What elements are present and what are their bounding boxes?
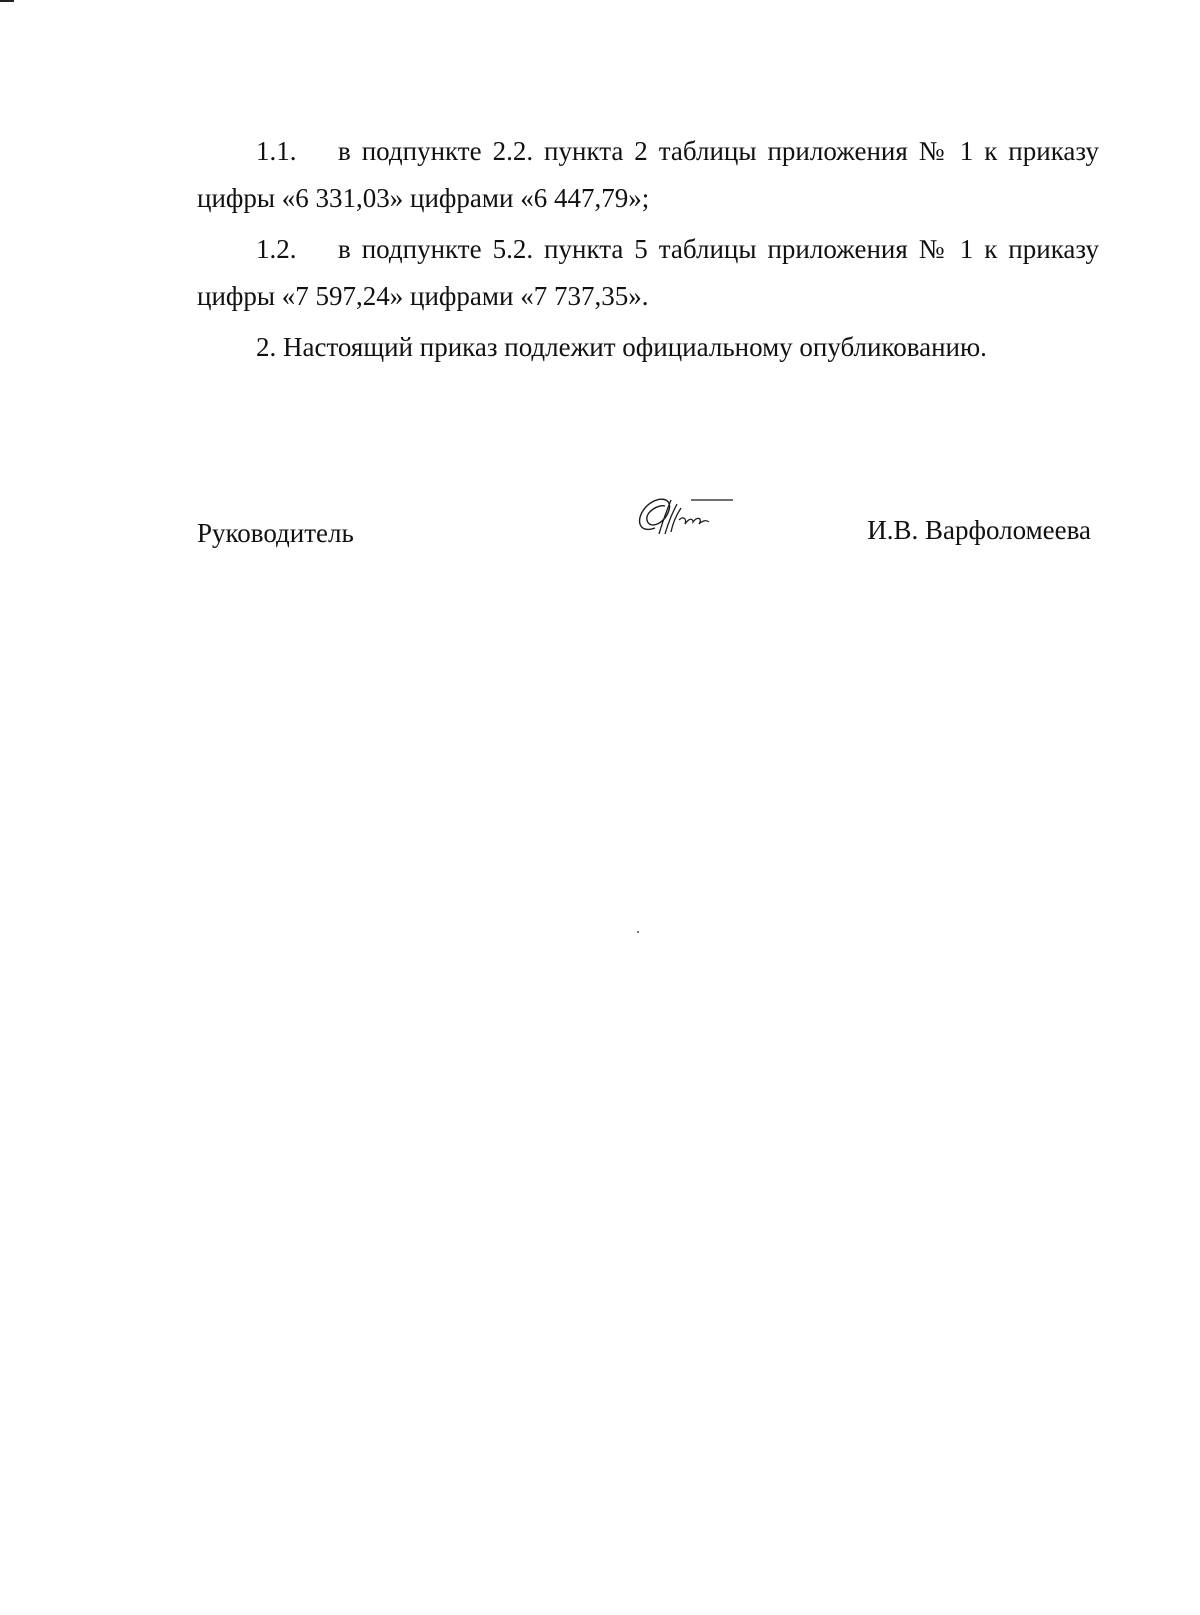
- subitem-1-1-text: в подпункте 2.2. пункта 2 таблицы приложения № 1 к приказу цифры «6 331,03» цифрами «6 447,79»;: [197, 136, 1099, 213]
- subitem-1-1: [197, 128, 1099, 222]
- handwritten-signature: [629, 490, 739, 554]
- subitem-1-1-number: 1.1.: [256, 136, 297, 166]
- scan-speck: [637, 931, 639, 933]
- document-body: [197, 128, 1099, 371]
- subitem-1-2-text: в подпункте 5.2. пункта 5 таблицы приложения № 1 к приказу цифры «7 597,24» цифрами «7 737,35».: [197, 234, 1099, 311]
- subitem-1-2-number: 1.2.: [256, 234, 297, 264]
- subitem-1-2: [197, 226, 1099, 320]
- signatory-name: И.В. Варфоломеева: [867, 515, 1091, 545]
- item-2: 2. Настоящий приказ подлежит официальному опубликованию.: [256, 332, 987, 362]
- signatory-title: Руководитель: [197, 518, 354, 548]
- scan-corner-mark: [0, 0, 14, 2]
- signature-block: [197, 490, 1099, 560]
